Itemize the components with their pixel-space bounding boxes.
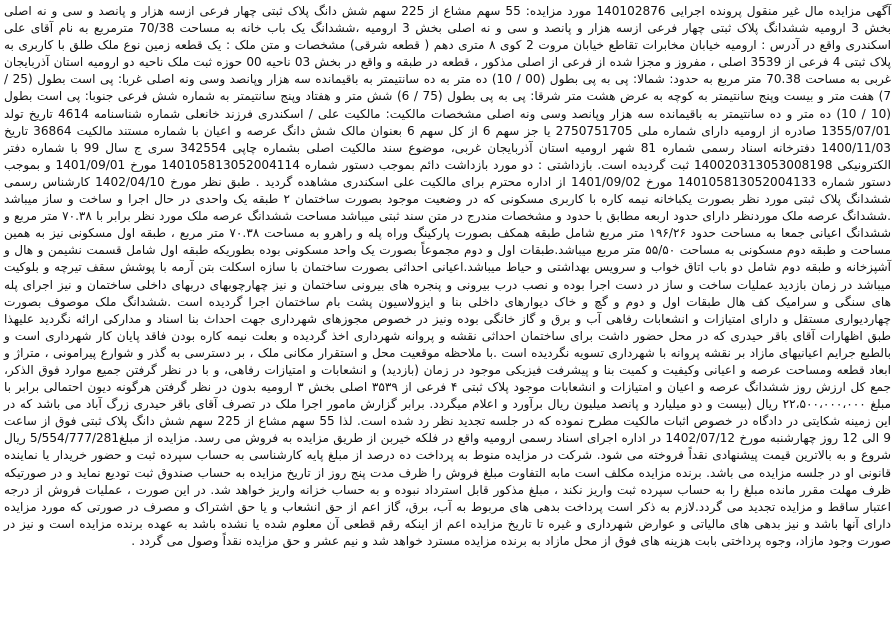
auction-notice-text: آگهی مزایده مال غیر منقول پرونده اجرایی 140102876 مورد مزایده: 55 سهم مشاع از 225 سهم شش دانگ پلاک ثبتی چهار فرعی ازسه هزار و پانصد و سی و نه اصلی بخش 3 ارومیه ششدانگ پلاک ثبتی چهار فرعی ازسه هزار و پانصد و سی و نه اصلی بخش 3 ارومیه ،ششدانگ یک باب خانه به مساحت 70/38 مترمربع به نام آقای علی اسکندری واقع در آدرس : ارومیه خیابان مخابرات تقاطع خیابان مروت 2 کوی ۸ متری دهم ( قطعه شرقی) مشخصات و متن ملک : یک قطعه زمین نوع ملک طلق با کاربری به پلاک ثبتی 4 فرعی از 3539 اصلی ، مفروز و مجزا شده از فرعی از اصلی مذکور ، قطعه در طبقه و واقع در بخش 03 ناحیه 00 حوزه ثبت ملک ناحیه دو ارومیه استان آذربایجان غربی به مساحت 70.38 متر مربع به حدود: شمالا: پی به پی بطول (00 / 10) ده متر به ده سانتیمتر به باقیمانده سه هزار وپانصد وسی ونه اصلی غربا: پی است بطول (25 / 7) هفت متر و بیست وپنج سانتیمتر به کوچه به عرض هشت متر شرقا: پی به پی بطول (75 / 6) شش متر و هفتاد وپنج سانتیمتر به شماره شش فرعی جنوبا: پی است بطول (10 / 10) ده متر و ده سانتیمتر به باقیمانده سه هزار وپانصد وسی ونه اصلی مشخصات مالکیت: مالکیت علی / اسکندری فرزند خانعلی شماره شناسنامه 4614 تاریخ تولد 1355/07/01 صادره از ارومیه دارای شماره ملی 2750751705 یا جز سهم 6 از کل سهم 6 بعنوان مالک شش دانگ عرصه و اعیان با شماره مستند مالکیت 36864 تاریخ 1400/11/03 دفترخانه اسناد رسمی شماره 81 شهر ارومیه استان آذربایجان غربی، موضوع سند مالکیت اصلی بشماره چاپی 342554 سری ج سال 99 با شماره دفتر الکترونیکی 140020313053008198 ثبت گردیده است. بازداشتی : دو مورد بازداشت دائم بموجب دستور شماره 140105813052004114 مورخ 1401/09/01 و بموجب دستور شماره 140105813052004133 مورخ 1401/09/02 از اداره محترم برای مالکیت علی اسکندری مشاهده گردید . طبق نظر مورخ 1402/04/10 کارشناس رسمی ششدانگ پلاک ثبتی مورد نظر بصورت یکباخانه نیمه کاره با کاربری مسکونی که در وضعیت موجود بصورت ساختمان ۲ طبقه یک واحدی در حال اجرا و ساخت و ساز میباشد .ششدانگ عرصه ملک موردنظر دارای حدود اربعه مطابق با حدود و مشخصات مندرج در متن سند ثبتی میباشد مساحت ششدانگ عرصه ملک مورد نظر برابر با ۷۰.۳۸ متر مربع و ششدانگ اعیانی جمعا به مساحت حدود ۱۹۶/۲۶ متر مربع شامل طبقه همکف بصورت پارکینگ وراه پله و راهرو به مساحت ۷۰.۳۸ متر مربع ، طبقه اول مسکونی نیز به همین مساحت و طبقه دوم مسکونی به مساحت ۵۵/۵۰ متر مربع میباشد.طبقات اول و دوم مجموعاً بصورت یک واحد مسکونی بوده بطوریکه طبقه اول شامل قسمت نشیمن و هال و آشپزخانه و طبقه دوم شامل دو باب اتاق خواب و سرویس بهداشتی و حیاط میباشد.اعیانی احداثی بصورت ساختمان با سازه اسکلت بتن آرمه با پوشش سقف تیرچه و بلوکیت میباشد در زمان بازدید عملیات ساخت و ساز در دست اجرا بوده و نصب درب بیرونی و پنجره های بیرونی ساختمان و نیز چهارچوبهای دربهای داخلی ساختمان و نیز اجرای پله های سنگی و سرامیک کف هال طبقات اول و دوم و گچ و خاک دیوارهای داخلی بنا و ایزولاسیون پشت بام ساختمان اجرا گردیده است .ششدانگ ملک موصوف بصورت چهاردیواری مستقل و دارای امتیازات و انشعابات رفاهی آب و برق و گاز خانگی بوده ونیز در خصوص مجوزهای شهرداری جهت احداث بنا اسناد و مدارکی ارائه نگردید علیهذا طبق اظهارات آقای باقر حیدری که در محل حضور داشت برای ساختمان احداثی نقشه و پروانه شهرداری اخذ گردیده و بعلت نیمه کاره بودن فاقد پایان کار شهرداری است و بالطبع جرایم اعیانیهای مازاد بر نقشه پروانه با شهرداری تسویه نگردیده است .با ملاحظه موقعیت محل و استقرار مکانی ملک ، بر دسترسی به گذر و شوارع پیرامونی ، متراژ و ابعاد قطعه ومساحت عرصه و اعیانی وکیفیت و کمیت بنا و پیشرفت فیزیکی موجود در زمان (بازدید) و انشعابات و امتیازات رفاهی، و با در نظر گرفتن جمیع موارد فوق الذکر، جمع کل ارزش روز ششدانگ عرصه و اعیان و امتیازات و انشعابات موجود پلاک ثبتی ۴ فرعی از ۳۵۳۹ اصلی بخش ۳ ارومیه بدون در نظر گرفتن هرگونه دیون احتمالی برابر با مبلغ ۲۲،۵۰۰،۰۰۰،۰۰۰ ریال (بیست و دو میلیارد و پانصد میلیون ریال برآورد و اعلام میگردد. برابر گزارش مامور اجرا ملک در تصرف آقای باقر حیدری زرگ آباد می باشد که در این زمینه شکایتی در دادگاه در خصوص اثبات مالکیت مطرح نموده که در جلسه تجدید نظر رد شده است. لذا 55 سهم مشاع از 225 سهم شش دانگ پلاک ثبتی فوق از ساعت 9 الی 12 روز چهارشنبه مورخ 1402/07/12 در اداره اجرای اسناد رسمی ارومیه واقع در فلکه خیربن از طریق مزایده به فروش می رسد. مزایده از مبلغ5/554/777/281 ریال شروع و به بالاترین قیمت پیشنهادی نقداً فروخته می شود. شرکت در مزایده منوط به پرداخت ده درصد از مبلغ پایه کارشناسی به حساب سپرده ثبت و حضور خریدار یا نماینده قانونی او در جلسه مزایده می باشد. برنده مزایده مکلف است مابه التفاوت مبلغ فروش را ظرف مدت پنج روز از تاریخ مزایده به حساب صندوق ثبت تودیع نماید و در صورتیکه ظرف مهلت مقرر مانده مبلغ را به حساب سپرده ثبت واریز نکند ، مبلغ مذکور قابل استرداد نبوده و به حساب خزانه واریز خواهد شد. در این صورت ، عملیات فروش از درجه اعتبار ساقط و مزایده تجدید می گردد.لازم به ذکر است پرداخت بدهی های مربوط به آب، برق، گاز اعم از حق انشعاب و یا حق اشتراک و مصرف در صورتی که مورد مزایده دارای آنها باشد و نیز بدهی های مالیاتی و عوارض شهرداری و غیره تا تاریخ مزایده اعم از اینکه رقم قطعی آن معلوم شده یا نشده باشد به عهده برنده مزایده است و نیز در صورت وجود مازاد، وجوه پرداختی بابت هزینه های فوق از محل مازاد به برنده مزایده مسترد خواهد شد و نیم عشر و حق مزایده نقداً وصول می گردد . [4,4,892,548]
